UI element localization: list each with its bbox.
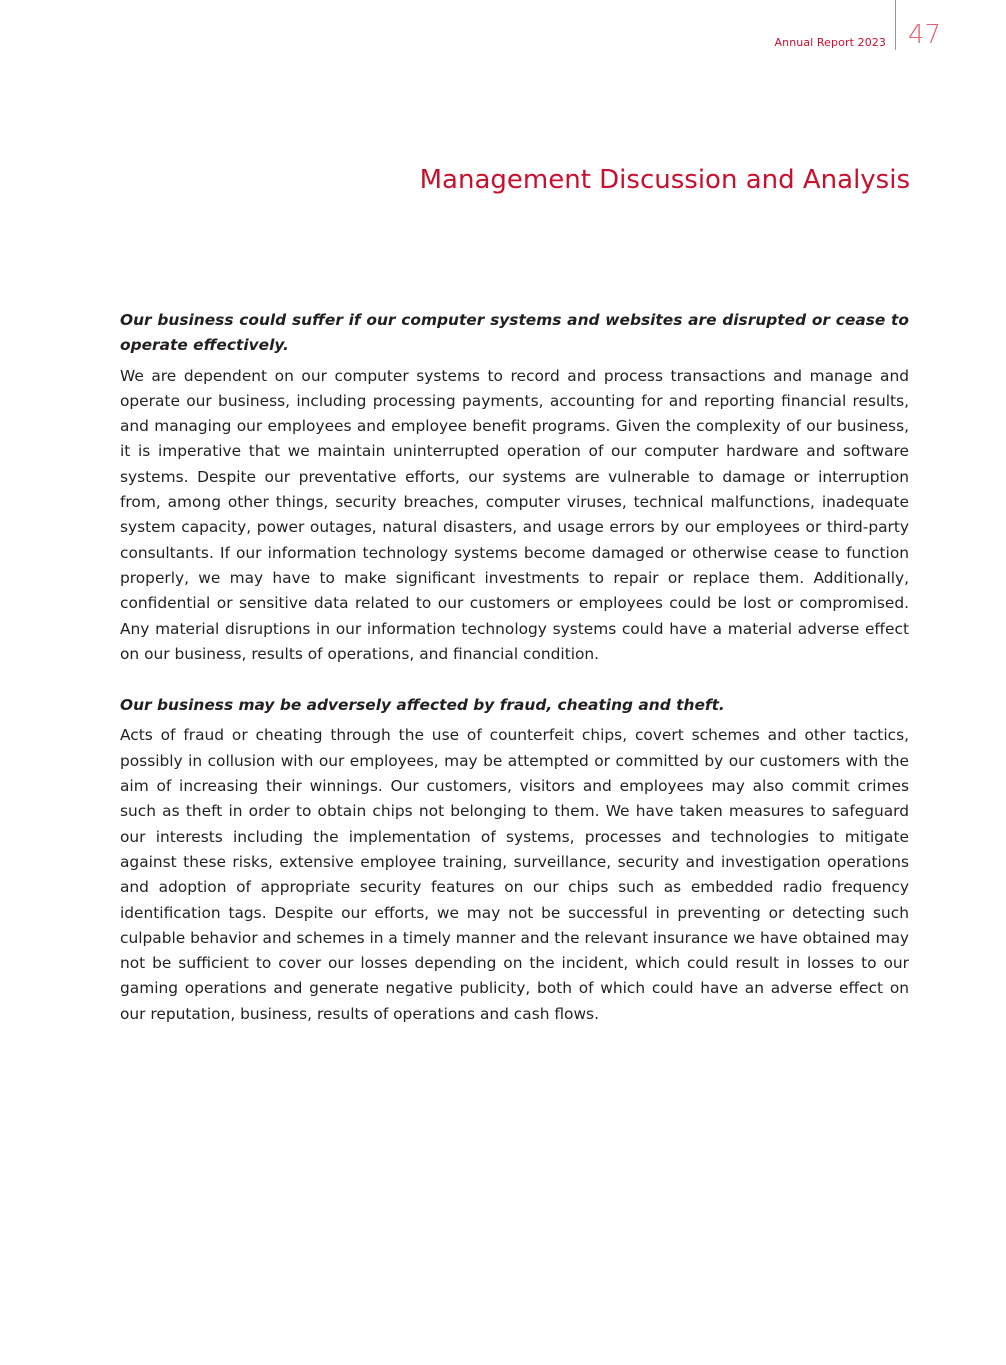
section-body: We are dependent on our computer systems to record and process transactions and manage and operate our business, including processing payments, accounting for and reporting financial results, and managing our employees and employee benefit programs. Given the complexity of our business, it is imperative that we maintain uninterrupted operation of our computer hardware and software systems. Despite our preventative efforts, our systems are vulnerable to damage or interruption from, among other things, security breaches, computer viruses, technical malfunctions, inadequate system capacity, power outages, natural disasters, and usage errors by our employees or third-party consultants. If our information technology systems become damaged or otherwise cease to function properly, we may have to make significant investments to repair or replace them. Additionally, confidential or sensitive data related to our customers or employees could be lost or compromised. Any material disruptions in our information technology systems could have a material adverse effect on our business, results of operations, and financial condition.: [120, 366, 909, 663]
header-divider: [895, 0, 896, 50]
section-heading: Our business may be adversely affected by fraud, cheating and theft.: [120, 696, 725, 715]
section-fraud-cheating-theft: [120, 693, 909, 1027]
section-heading: Our business could suffer if our computer systems and websites are disrupted or cease to operate effectively.: [120, 311, 909, 355]
section-body: Acts of fraud or cheating through the use of counterfeit chips, covert schemes and other tactics, possibly in collusion with our employees, may be attempted or committed by our customers with the aim of increasing their winnings. Our customers, visitors and employees may also commit crimes such as theft in order to obtain chips not belonging to them. We have taken measures to safeguard our interests including the implementation of systems, processes and technologies to mitigate against these risks, extensive employee training, surveillance, security and investigation operations and adoption of appropriate security features on our chips such as embedded radio frequency identification tags. Despite our efforts, we may not be successful in preventing or detecting such culpable behavior and schemes in a timely manner and the relevant insurance we have obtained may not be sufficient to cover our losses depending on the incident, which could result in losses to our gaming operations and generate negative publicity, both of which could have an adverse effect on our reputation, business, results of operations and cash flows.: [120, 726, 909, 1023]
section-computer-systems: [120, 308, 909, 667]
page-number: 47: [908, 20, 942, 50]
main-content: [120, 308, 909, 1053]
page-title: Management Discussion and Analysis: [419, 165, 910, 195]
report-label: Annual Report 2023: [774, 36, 886, 49]
